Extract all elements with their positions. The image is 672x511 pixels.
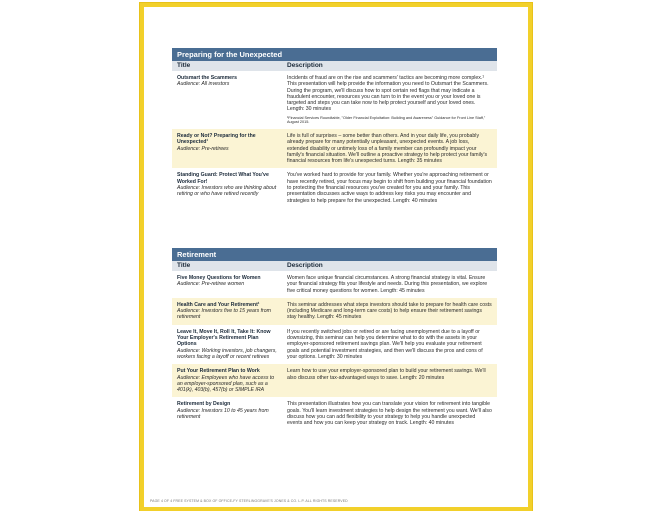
- table-row: [172, 325, 497, 364]
- row-description: Learn how to use your employer-sponsored plan to build your retirement savings. We'll also discuss other tax-advantaged ways to save. Length: 20 minutes: [287, 368, 486, 381]
- table-row: [172, 168, 497, 207]
- row-audience: Audience: Working investors, job changers, workers facing a layoff or recent retirees: [177, 347, 277, 360]
- page-footer: PAGE 4 OF 4 FREE SYSTEM & BOX OF OFFICE-FY STERLINGGRAVE'S JONES & CO. L.P. ALL RIGHTS RESERVED: [150, 499, 348, 503]
- column-header-row: [172, 261, 497, 271]
- table-row: [172, 71, 497, 129]
- column-header-row: [172, 61, 497, 71]
- row-footnote: ¹Financial Services Roundtable, "Older Financial Exploitation: Building and Awareness" Guidance for Front Line Staff," August 2015.: [287, 115, 486, 125]
- row-title: Put Your Retirement Plan to Work: [177, 368, 260, 375]
- row-audience: Audience: Investors five to 15 years from retirement: [177, 308, 271, 321]
- section-preparing: [172, 48, 497, 208]
- row-title: Five Money Questions for Women: [177, 275, 261, 281]
- row-title: Ready or Not? Preparing for the Unexpected¹: [177, 132, 256, 146]
- row-description: This seminar addresses what steps investors should take to prepare for health care costs (including Medicare and long-term care costs) to help ensure their retirement savings stay healthy. Length: 45 minutes: [287, 301, 492, 321]
- row-audience: Audience: Investors who are thinking about retiring or who have retired recently: [177, 185, 277, 198]
- column-title-header: Title: [177, 262, 191, 269]
- column-description-header: Description: [287, 262, 323, 269]
- section-retirement: [172, 248, 497, 431]
- section-title: Preparing for the Unexpected: [172, 48, 497, 61]
- row-audience: Audience: Employees who have access to an employer-sponsored plan, such as a 401(k), 403(b), 457(b) or SIMPLE IRA: [177, 374, 275, 394]
- column-title-header: Title: [177, 62, 191, 69]
- row-audience: Audience: All investors: [177, 81, 230, 88]
- row-title: Outsmart the Scammers: [177, 75, 237, 81]
- table-row: [172, 397, 497, 430]
- table-row: [172, 364, 497, 397]
- row-audience: Audience: Investors 10 to 45 years from retirement: [177, 407, 269, 421]
- row-description: This presentation illustrates how you can translate your vision for retirement into tangible goals. You'll learn investment strategies to help design the retirement you want. We'll also discuss how you can add flexibility to your strategy to help you handle unexpected events and how you can keep your strategy on track. Length: 40 minutes: [287, 401, 492, 427]
- row-description: Incidents of fraud are on the rise and scammers' tactics are becoming more complex.¹ This presentation will help provide the information you need to Outsmart the Scammers. During the program, we'll discuss how to spot certain red flags that may indicate a fraudulent encounter, resources you can turn to in the event you or your loved one is targeted and steps you can take now to help protect yourself and your loved ones. Length: 30 minutes: [287, 75, 489, 113]
- section-title: Retirement: [172, 248, 497, 261]
- row-description: Life is full of surprises – some better than others. And in your daily life, you probably already prepare for many potentially unpleasant, unexpected events. A job loss, extended disability or untimely loss of a family member can profoundly impact your family's financial situation. We'll outline a proactive strategy to help protect your family's financial resources from life's unexpected turns. Length: 35 minutes: [287, 132, 488, 165]
- table-row: [172, 298, 497, 325]
- row-title: Health Care and Your Retirement¹: [177, 301, 260, 308]
- column-description-header: Description: [287, 62, 323, 69]
- row-title: Retirement by Design: [177, 401, 231, 408]
- row-title: Standing Guard: Protect What You've Worked For!: [177, 172, 269, 185]
- row-description: You've worked hard to provide for your family. Whether you're approaching retirement or have recently retired, your focus may begin to shift from building your financial foundation to protecting the financial resources you've created for you and your family. This presentation discusses active ways to address key risks you may encounter and strategies to help prepare for the unexpected. Length: 40 minutes: [287, 172, 492, 204]
- row-title: Leave It, Move It, Roll It, Take It: Know Your Employer's Retirement Plan Options: [177, 328, 271, 348]
- row-description: Women face unique financial circumstances. A strong financial strategy is vital. Ensure your financial strategy fits your lifestyle and needs. During this presentation, we explore five critical money questions for women. Length: 45 minutes: [287, 275, 488, 294]
- row-description: If you recently switched jobs or retired or are facing unemployment due to a layoff or downsizing, this seminar can help you determine what to do with the assets in your employer-sponsored retirement savings plan. We'll help you evaluate your retirement goals and potential investment strategies, and then we'll discuss the pros and cons of your options. Length: 30 minutes: [287, 328, 483, 360]
- row-audience: Audience: Pre-retirees: [177, 145, 229, 152]
- row-audience: Audience: Pre-retiree women: [177, 281, 245, 288]
- table-row: [172, 129, 497, 168]
- table-row: [172, 271, 497, 298]
